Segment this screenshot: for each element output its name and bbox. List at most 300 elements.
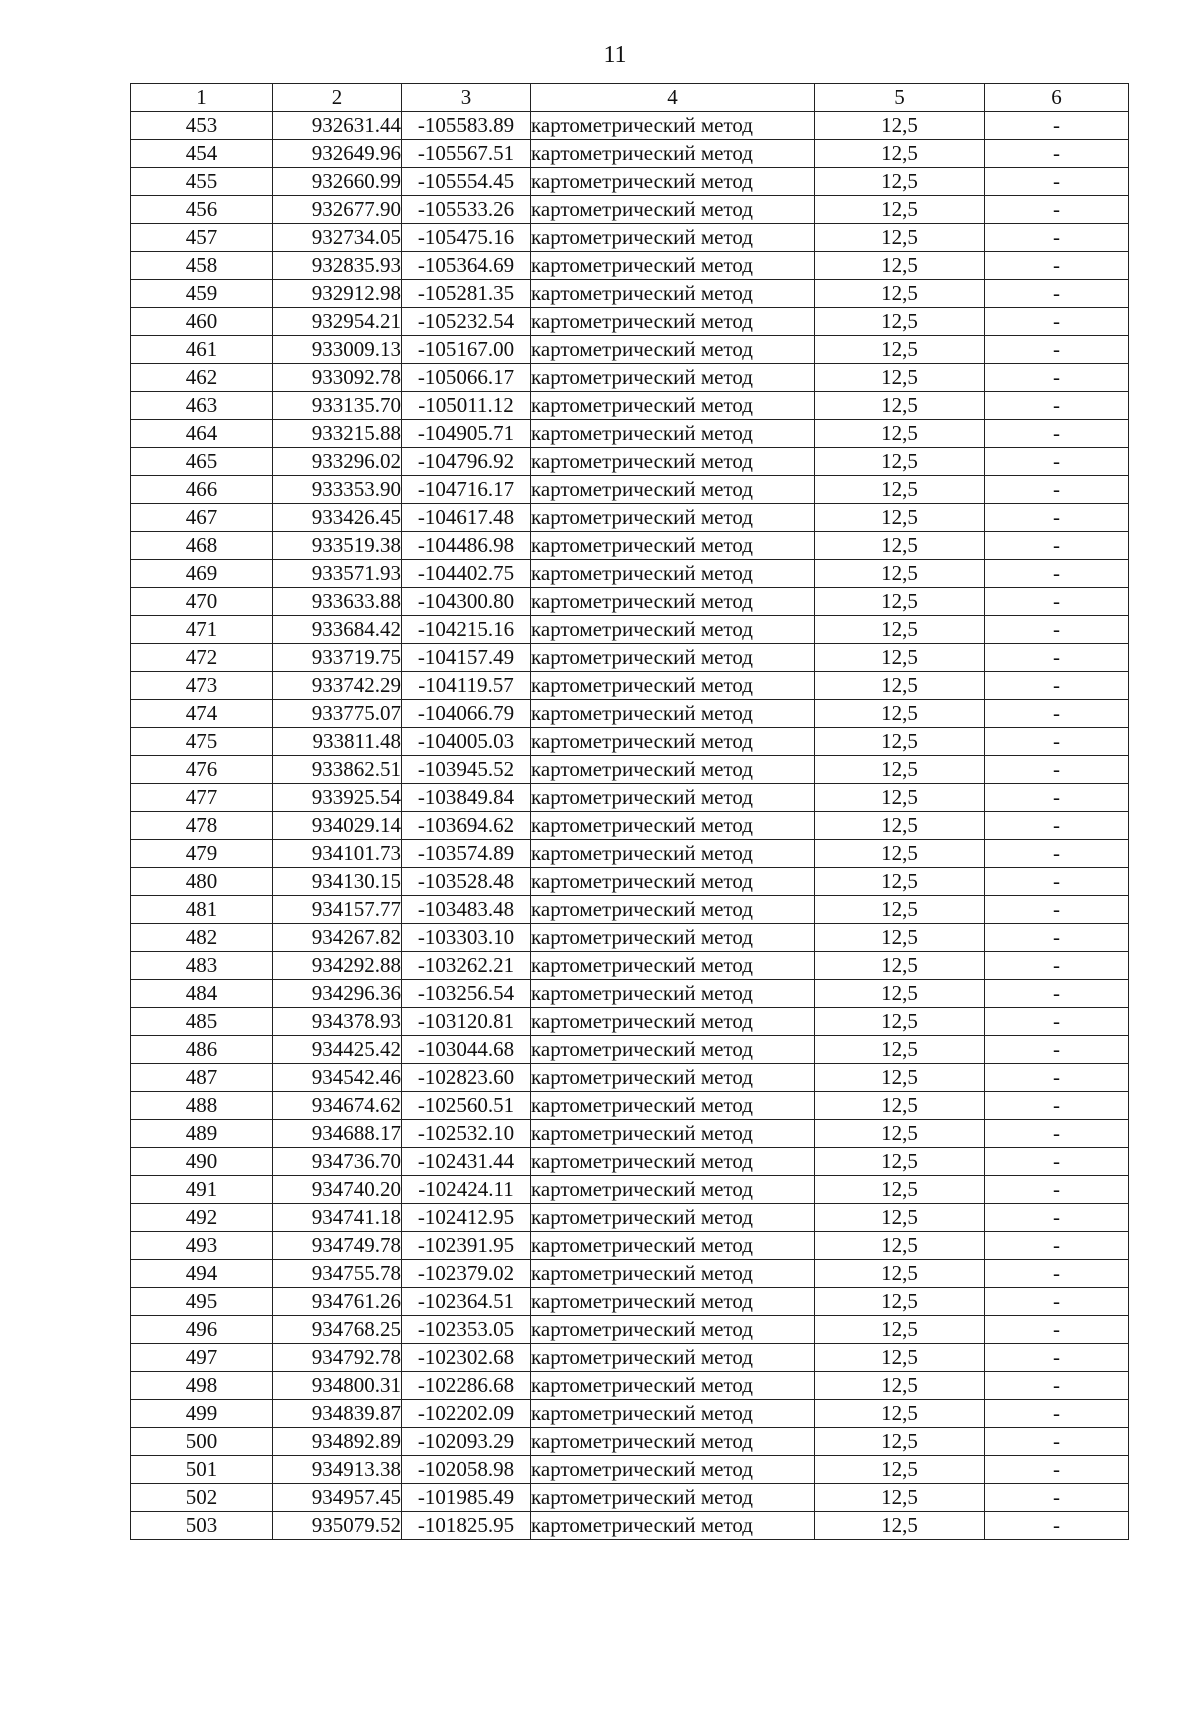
note-cell: - [985,196,1129,224]
point-number-cell: 500 [131,1428,273,1456]
point-number-cell: 453 [131,112,273,140]
accuracy-cell: 12,5 [815,224,985,252]
note-cell: - [985,812,1129,840]
x-coordinate-cell: 934740.20 [273,1176,402,1204]
y-coordinate-cell: -101825.95 [402,1512,531,1540]
method-cell: картометрический метод [531,1344,815,1372]
table-row [131,728,1129,756]
page-number: 11 [603,42,627,68]
method-cell: картометрический метод [531,448,815,476]
table-row [131,952,1129,980]
method-cell: картометрический метод [531,1008,815,1036]
method-cell: картометрический метод [531,1232,815,1260]
method-cell: картометрический метод [531,1428,815,1456]
method-cell: картометрический метод [531,952,815,980]
point-number-cell: 471 [131,616,273,644]
table-row [131,168,1129,196]
table-row [131,616,1129,644]
table-row [131,532,1129,560]
method-cell: картометрический метод [531,560,815,588]
method-cell: картометрический метод [531,868,815,896]
x-coordinate-cell: 934425.42 [273,1036,402,1064]
x-coordinate-cell: 933296.02 [273,448,402,476]
table-row [131,784,1129,812]
note-cell: - [985,1372,1129,1400]
accuracy-cell: 12,5 [815,616,985,644]
x-coordinate-cell: 933925.54 [273,784,402,812]
accuracy-cell: 12,5 [815,308,985,336]
accuracy-cell: 12,5 [815,896,985,924]
y-coordinate-cell: -105167.00 [402,336,531,364]
note-cell: - [985,1288,1129,1316]
y-coordinate-cell: -102202.09 [402,1400,531,1428]
column-header-4: 4 [531,84,815,112]
accuracy-cell: 12,5 [815,140,985,168]
note-cell: - [985,280,1129,308]
x-coordinate-cell: 933009.13 [273,336,402,364]
note-cell: - [985,392,1129,420]
table-row [131,896,1129,924]
accuracy-cell: 12,5 [815,1344,985,1372]
note-cell: - [985,1428,1129,1456]
point-number-cell: 466 [131,476,273,504]
note-cell: - [985,1064,1129,1092]
note-cell: - [985,1512,1129,1540]
table-row [131,1484,1129,1512]
y-coordinate-cell: -105364.69 [402,252,531,280]
note-cell: - [985,840,1129,868]
x-coordinate-cell: 934542.46 [273,1064,402,1092]
accuracy-cell: 12,5 [815,280,985,308]
column-header-1: 1 [131,84,273,112]
accuracy-cell: 12,5 [815,504,985,532]
x-coordinate-cell: 932954.21 [273,308,402,336]
note-cell: - [985,560,1129,588]
point-number-cell: 458 [131,252,273,280]
table-row [131,812,1129,840]
point-number-cell: 494 [131,1260,273,1288]
point-number-cell: 493 [131,1232,273,1260]
x-coordinate-cell: 934800.31 [273,1372,402,1400]
point-number-cell: 497 [131,1344,273,1372]
y-coordinate-cell: -103945.52 [402,756,531,784]
y-coordinate-cell: -101985.49 [402,1484,531,1512]
table-row [131,112,1129,140]
table-row [131,756,1129,784]
y-coordinate-cell: -104716.17 [402,476,531,504]
point-number-cell: 474 [131,700,273,728]
y-coordinate-cell: -102391.95 [402,1232,531,1260]
y-coordinate-cell: -102823.60 [402,1064,531,1092]
x-coordinate-cell: 932660.99 [273,168,402,196]
x-coordinate-cell: 934688.17 [273,1120,402,1148]
y-coordinate-cell: -105066.17 [402,364,531,392]
x-coordinate-cell: 933092.78 [273,364,402,392]
point-number-cell: 464 [131,420,273,448]
method-cell: картометрический метод [531,308,815,336]
x-coordinate-cell: 932734.05 [273,224,402,252]
y-coordinate-cell: -102532.10 [402,1120,531,1148]
note-cell: - [985,1344,1129,1372]
point-number-cell: 477 [131,784,273,812]
accuracy-cell: 12,5 [815,1064,985,1092]
table-row [131,924,1129,952]
accuracy-cell: 12,5 [815,420,985,448]
accuracy-cell: 12,5 [815,1120,985,1148]
table-row [131,868,1129,896]
point-number-cell: 463 [131,392,273,420]
note-cell: - [985,784,1129,812]
point-number-cell: 503 [131,1512,273,1540]
point-number-cell: 498 [131,1372,273,1400]
note-cell: - [985,700,1129,728]
table-row [131,1400,1129,1428]
table-row [131,1008,1129,1036]
point-number-cell: 459 [131,280,273,308]
method-cell: картометрический метод [531,1288,815,1316]
method-cell: картометрический метод [531,196,815,224]
note-cell: - [985,1484,1129,1512]
x-coordinate-cell: 934761.26 [273,1288,402,1316]
x-coordinate-cell: 934768.25 [273,1316,402,1344]
accuracy-cell: 12,5 [815,1260,985,1288]
x-coordinate-cell: 933775.07 [273,700,402,728]
table-row [131,224,1129,252]
x-coordinate-cell: 932912.98 [273,280,402,308]
method-cell: картометрический метод [531,1456,815,1484]
note-cell: - [985,616,1129,644]
table-row [131,364,1129,392]
column-header-3: 3 [402,84,531,112]
accuracy-cell: 12,5 [815,1400,985,1428]
point-number-cell: 457 [131,224,273,252]
method-cell: картометрический метод [531,980,815,1008]
accuracy-cell: 12,5 [815,560,985,588]
y-coordinate-cell: -102424.11 [402,1176,531,1204]
x-coordinate-cell: 935079.52 [273,1512,402,1540]
note-cell: - [985,1092,1129,1120]
x-coordinate-cell: 934157.77 [273,896,402,924]
point-number-cell: 461 [131,336,273,364]
accuracy-cell: 12,5 [815,1512,985,1540]
x-coordinate-cell: 933215.88 [273,420,402,448]
y-coordinate-cell: -105583.89 [402,112,531,140]
accuracy-cell: 12,5 [815,1316,985,1344]
y-coordinate-cell: -104402.75 [402,560,531,588]
accuracy-cell: 12,5 [815,756,985,784]
accuracy-cell: 12,5 [815,1176,985,1204]
table-row [131,504,1129,532]
accuracy-cell: 12,5 [815,980,985,1008]
note-cell: - [985,448,1129,476]
method-cell: картометрический метод [531,812,815,840]
table-row [131,448,1129,476]
point-number-cell: 467 [131,504,273,532]
table-row [131,252,1129,280]
table-row [131,980,1129,1008]
y-coordinate-cell: -102379.02 [402,1260,531,1288]
point-number-cell: 492 [131,1204,273,1232]
note-cell: - [985,308,1129,336]
method-cell: картометрический метод [531,224,815,252]
x-coordinate-cell: 934957.45 [273,1484,402,1512]
y-coordinate-cell: -104215.16 [402,616,531,644]
method-cell: картометрический метод [531,1148,815,1176]
x-coordinate-cell: 933684.42 [273,616,402,644]
y-coordinate-cell: -103849.84 [402,784,531,812]
note-cell: - [985,1232,1129,1260]
accuracy-cell: 12,5 [815,700,985,728]
y-coordinate-cell: -103694.62 [402,812,531,840]
x-coordinate-cell: 934741.18 [273,1204,402,1232]
note-cell: - [985,588,1129,616]
point-number-cell: 455 [131,168,273,196]
note-cell: - [985,896,1129,924]
point-number-cell: 495 [131,1288,273,1316]
accuracy-cell: 12,5 [815,644,985,672]
method-cell: картометрический метод [531,896,815,924]
note-cell: - [985,420,1129,448]
table-row [131,140,1129,168]
method-cell: картометрический метод [531,1512,815,1540]
accuracy-cell: 12,5 [815,868,985,896]
point-number-cell: 465 [131,448,273,476]
table-row [131,1120,1129,1148]
method-cell: картометрический метод [531,1064,815,1092]
method-cell: картометрический метод [531,140,815,168]
point-number-cell: 469 [131,560,273,588]
table-row [131,280,1129,308]
point-number-cell: 487 [131,1064,273,1092]
note-cell: - [985,672,1129,700]
table-row [131,1344,1129,1372]
method-cell: картометрический метод [531,616,815,644]
point-number-cell: 491 [131,1176,273,1204]
point-number-cell: 485 [131,1008,273,1036]
method-cell: картометрический метод [531,392,815,420]
y-coordinate-cell: -103262.21 [402,952,531,980]
table-row [131,1512,1129,1540]
note-cell: - [985,644,1129,672]
x-coordinate-cell: 934674.62 [273,1092,402,1120]
method-cell: картометрический метод [531,1484,815,1512]
point-number-cell: 499 [131,1400,273,1428]
accuracy-cell: 12,5 [815,1148,985,1176]
accuracy-cell: 12,5 [815,1456,985,1484]
point-number-cell: 478 [131,812,273,840]
x-coordinate-cell: 934267.82 [273,924,402,952]
accuracy-cell: 12,5 [815,364,985,392]
accuracy-cell: 12,5 [815,112,985,140]
column-header-5: 5 [815,84,985,112]
x-coordinate-cell: 934913.38 [273,1456,402,1484]
y-coordinate-cell: -103528.48 [402,868,531,896]
x-coordinate-cell: 934292.88 [273,952,402,980]
table-row [131,1288,1129,1316]
method-cell: картометрический метод [531,1120,815,1148]
y-coordinate-cell: -103303.10 [402,924,531,952]
note-cell: - [985,1316,1129,1344]
note-cell: - [985,728,1129,756]
column-header-6: 6 [985,84,1129,112]
table-row [131,1316,1129,1344]
accuracy-cell: 12,5 [815,1092,985,1120]
x-coordinate-cell: 934130.15 [273,868,402,896]
header-row [131,84,1129,112]
x-coordinate-cell: 934839.87 [273,1400,402,1428]
method-cell: картометрический метод [531,1316,815,1344]
method-cell: картометрический метод [531,728,815,756]
note-cell: - [985,1176,1129,1204]
table-row [131,196,1129,224]
y-coordinate-cell: -105567.51 [402,140,531,168]
note-cell: - [985,1036,1129,1064]
y-coordinate-cell: -105232.54 [402,308,531,336]
method-cell: картометрический метод [531,1400,815,1428]
point-number-cell: 484 [131,980,273,1008]
table-header [131,84,1129,112]
accuracy-cell: 12,5 [815,952,985,980]
point-number-cell: 476 [131,756,273,784]
point-number-cell: 462 [131,364,273,392]
table-row [131,1232,1129,1260]
x-coordinate-cell: 933571.93 [273,560,402,588]
note-cell: - [985,952,1129,980]
method-cell: картометрический метод [531,588,815,616]
method-cell: картометрический метод [531,252,815,280]
accuracy-cell: 12,5 [815,532,985,560]
note-cell: - [985,980,1129,1008]
note-cell: - [985,1400,1129,1428]
method-cell: картометрический метод [531,1092,815,1120]
y-coordinate-cell: -103574.89 [402,840,531,868]
method-cell: картометрический метод [531,784,815,812]
accuracy-cell: 12,5 [815,448,985,476]
method-cell: картометрический метод [531,924,815,952]
method-cell: картометрический метод [531,1372,815,1400]
y-coordinate-cell: -103044.68 [402,1036,531,1064]
point-number-cell: 454 [131,140,273,168]
y-coordinate-cell: -105011.12 [402,392,531,420]
accuracy-cell: 12,5 [815,1484,985,1512]
point-number-cell: 481 [131,896,273,924]
y-coordinate-cell: -104905.71 [402,420,531,448]
table-row [131,1204,1129,1232]
table-row [131,1036,1129,1064]
note-cell: - [985,756,1129,784]
table-row [131,1064,1129,1092]
y-coordinate-cell: -103483.48 [402,896,531,924]
table-body [131,112,1129,1540]
table-row [131,560,1129,588]
table-row [131,1260,1129,1288]
y-coordinate-cell: -105533.26 [402,196,531,224]
y-coordinate-cell: -102302.68 [402,1344,531,1372]
y-coordinate-cell: -103120.81 [402,1008,531,1036]
note-cell: - [985,1148,1129,1176]
coordinates-table [130,83,1129,1540]
y-coordinate-cell: -102058.98 [402,1456,531,1484]
y-coordinate-cell: -105554.45 [402,168,531,196]
point-number-cell: 496 [131,1316,273,1344]
table-row [131,700,1129,728]
table-row [131,1456,1129,1484]
x-coordinate-cell: 933519.38 [273,532,402,560]
method-cell: картометрический метод [531,112,815,140]
point-number-cell: 456 [131,196,273,224]
table-row [131,840,1129,868]
note-cell: - [985,364,1129,392]
method-cell: картометрический метод [531,168,815,196]
table-row [131,1148,1129,1176]
x-coordinate-cell: 932649.96 [273,140,402,168]
point-number-cell: 501 [131,1456,273,1484]
accuracy-cell: 12,5 [815,672,985,700]
y-coordinate-cell: -104119.57 [402,672,531,700]
point-number-cell: 490 [131,1148,273,1176]
accuracy-cell: 12,5 [815,336,985,364]
accuracy-cell: 12,5 [815,812,985,840]
note-cell: - [985,112,1129,140]
point-number-cell: 473 [131,672,273,700]
method-cell: картометрический метод [531,336,815,364]
method-cell: картометрический метод [531,756,815,784]
point-number-cell: 489 [131,1120,273,1148]
method-cell: картометрический метод [531,476,815,504]
x-coordinate-cell: 933811.48 [273,728,402,756]
y-coordinate-cell: -104066.79 [402,700,531,728]
accuracy-cell: 12,5 [815,1232,985,1260]
method-cell: картометрический метод [531,504,815,532]
accuracy-cell: 12,5 [815,1428,985,1456]
note-cell: - [985,168,1129,196]
method-cell: картометрический метод [531,1260,815,1288]
method-cell: картометрический метод [531,840,815,868]
table-row [131,308,1129,336]
point-number-cell: 472 [131,644,273,672]
point-number-cell: 488 [131,1092,273,1120]
table-row [131,1372,1129,1400]
note-cell: - [985,924,1129,952]
accuracy-cell: 12,5 [815,196,985,224]
note-cell: - [985,1456,1129,1484]
note-cell: - [985,1120,1129,1148]
method-cell: картометрический метод [531,1176,815,1204]
y-coordinate-cell: -102353.05 [402,1316,531,1344]
y-coordinate-cell: -102560.51 [402,1092,531,1120]
x-coordinate-cell: 934755.78 [273,1260,402,1288]
x-coordinate-cell: 933862.51 [273,756,402,784]
y-coordinate-cell: -104157.49 [402,644,531,672]
table-row [131,476,1129,504]
table-row [131,672,1129,700]
x-coordinate-cell: 934736.70 [273,1148,402,1176]
x-coordinate-cell: 932835.93 [273,252,402,280]
y-coordinate-cell: -102364.51 [402,1288,531,1316]
column-header-2: 2 [273,84,402,112]
y-coordinate-cell: -104486.98 [402,532,531,560]
accuracy-cell: 12,5 [815,588,985,616]
accuracy-cell: 12,5 [815,476,985,504]
x-coordinate-cell: 933135.70 [273,392,402,420]
y-coordinate-cell: -103256.54 [402,980,531,1008]
point-number-cell: 479 [131,840,273,868]
note-cell: - [985,140,1129,168]
accuracy-cell: 12,5 [815,728,985,756]
y-coordinate-cell: -104300.80 [402,588,531,616]
method-cell: картометрический метод [531,364,815,392]
x-coordinate-cell: 933633.88 [273,588,402,616]
